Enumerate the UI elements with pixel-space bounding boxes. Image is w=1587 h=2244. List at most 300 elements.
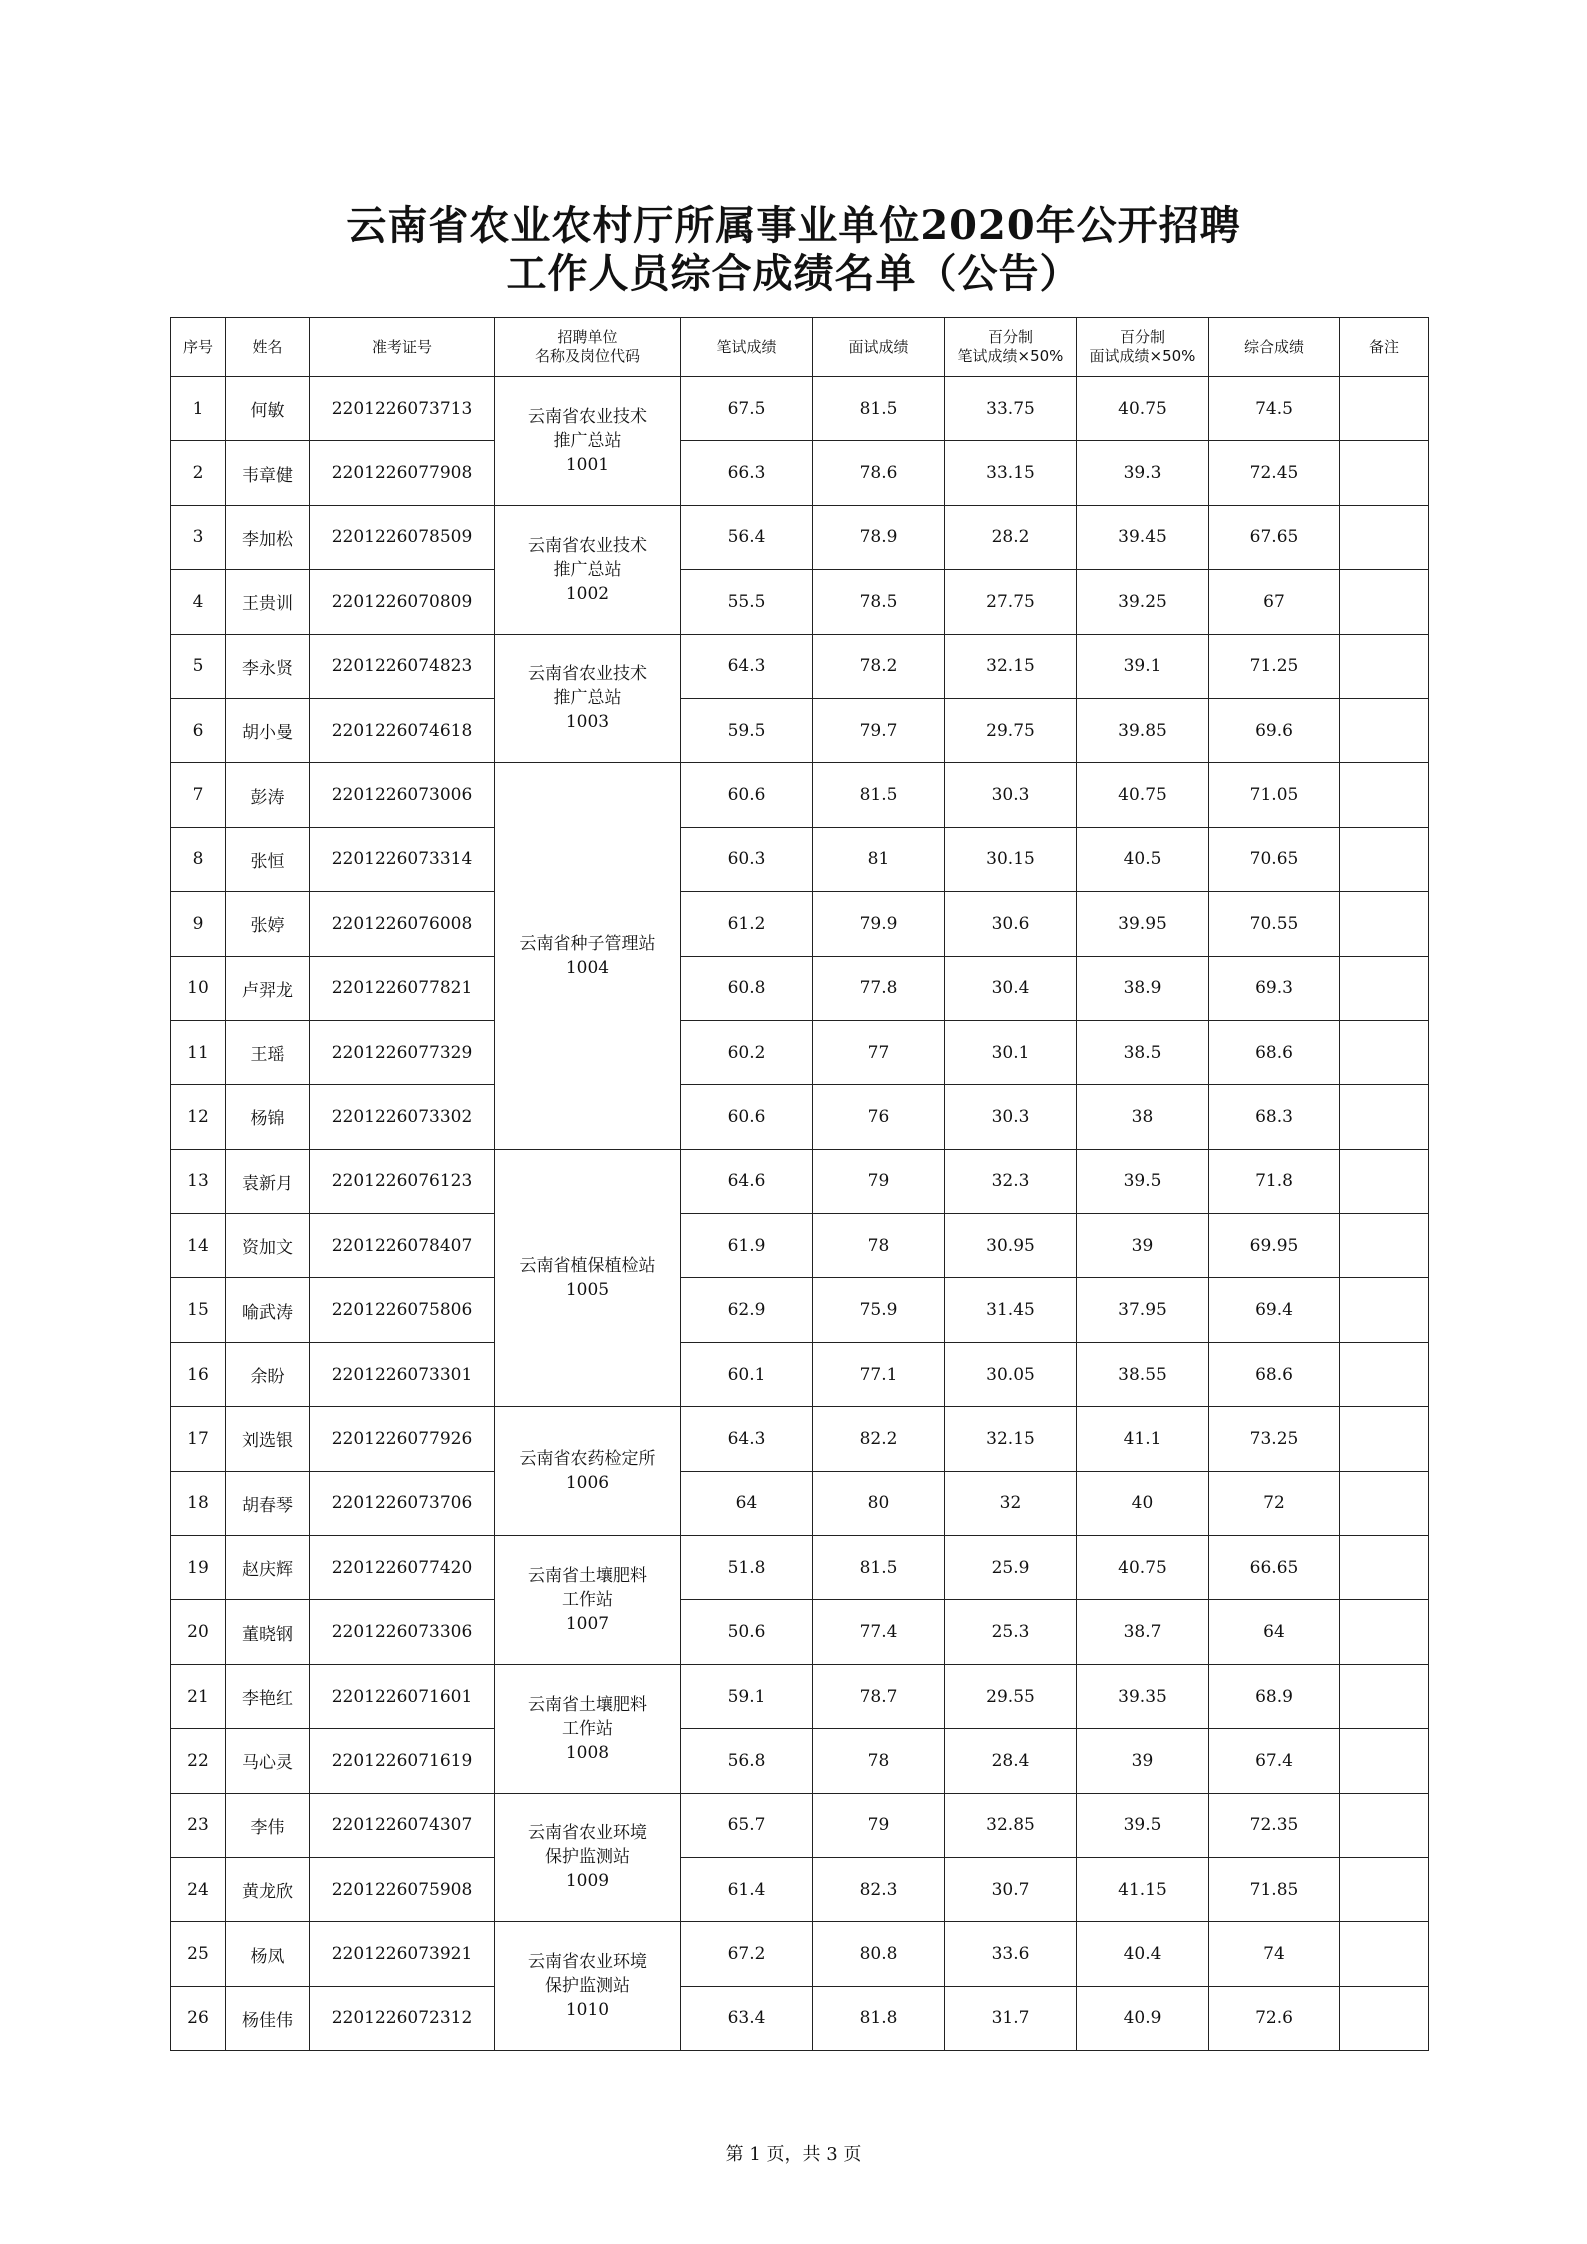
cell-pct-written: 25.9 (945, 1536, 1077, 1600)
cell-seq: 3 (171, 505, 226, 569)
cell-name: 李伟 (226, 1793, 310, 1857)
cell-pct-interview: 39.5 (1077, 1149, 1209, 1213)
cell-total: 64 (1209, 1600, 1340, 1664)
cell-name: 王瑶 (226, 1020, 310, 1084)
cell-exam-id: 2201226074823 (310, 634, 495, 698)
cell-interview: 82.3 (813, 1857, 945, 1921)
cell-remark (1340, 441, 1429, 505)
cell-remark (1340, 1664, 1429, 1728)
cell-pct-written: 27.75 (945, 570, 1077, 634)
cell-exam-id: 2201226073302 (310, 1085, 495, 1149)
cell-exam-id: 2201226073306 (310, 1600, 495, 1664)
cell-remark (1340, 634, 1429, 698)
table-row (171, 698, 1429, 762)
cell-total: 68.9 (1209, 1664, 1340, 1728)
cell-total: 68.3 (1209, 1085, 1340, 1149)
cell-pct-interview: 39 (1077, 1214, 1209, 1278)
cell-remark (1340, 1793, 1429, 1857)
cell-unit (495, 1664, 681, 1793)
cell-total: 72.6 (1209, 1986, 1340, 2050)
cell-pct-written: 32.15 (945, 634, 1077, 698)
cell-remark (1340, 1085, 1429, 1149)
cell-seq: 18 (171, 1471, 226, 1535)
header-pct-written (945, 318, 1077, 377)
cell-total: 69.95 (1209, 1214, 1340, 1278)
cell-pct-written: 28.2 (945, 505, 1077, 569)
results-table (170, 317, 1429, 2051)
table-row (171, 634, 1429, 698)
cell-unit (495, 1793, 681, 1922)
cell-exam-id: 2201226074307 (310, 1793, 495, 1857)
cell-total: 71.8 (1209, 1149, 1340, 1213)
cell-pct-written: 33.6 (945, 1922, 1077, 1986)
cell-unit-line: 云南省农业环境 (528, 1823, 647, 1844)
cell-unit-line: 云南省农药检定所 (519, 1449, 656, 1470)
cell-written: 56.8 (681, 1729, 813, 1793)
cell-unit-line: 工作站 (562, 1718, 613, 1739)
cell-pct-interview: 40.75 (1077, 763, 1209, 827)
cell-name: 余盼 (226, 1342, 310, 1406)
table-row (171, 1857, 1429, 1921)
cell-interview: 77.8 (813, 956, 945, 1020)
cell-seq: 25 (171, 1922, 226, 1986)
cell-interview: 78.6 (813, 441, 945, 505)
cell-unit-line: 1003 (565, 712, 610, 733)
cell-exam-id: 2201226073314 (310, 827, 495, 891)
cell-total: 66.65 (1209, 1536, 1340, 1600)
cell-pct-written: 25.3 (945, 1600, 1077, 1664)
cell-exam-id: 2201226073301 (310, 1342, 495, 1406)
header-written: 笔试成绩 (681, 318, 813, 377)
cell-interview: 80 (813, 1471, 945, 1535)
cell-seq: 8 (171, 827, 226, 891)
cell-unit-line: 云南省植保植检站 (519, 1255, 656, 1276)
cell-pct-interview: 40.4 (1077, 1922, 1209, 1986)
table-row (171, 1278, 1429, 1342)
cell-name: 卢羿龙 (226, 956, 310, 1020)
cell-written: 60.2 (681, 1020, 813, 1084)
cell-exam-id: 2201226077420 (310, 1536, 495, 1600)
cell-unit-line: 推广总站 (553, 559, 622, 580)
cell-exam-id: 2201226075908 (310, 1857, 495, 1921)
header-exam-id: 准考证号 (310, 318, 495, 377)
cell-written: 60.6 (681, 1085, 813, 1149)
cell-exam-id: 2201226074618 (310, 698, 495, 762)
cell-written: 60.3 (681, 827, 813, 891)
cell-remark (1340, 570, 1429, 634)
cell-remark (1340, 1407, 1429, 1471)
cell-seq: 9 (171, 892, 226, 956)
table-row (171, 1986, 1429, 2050)
cell-interview: 79.9 (813, 892, 945, 956)
cell-interview: 81.5 (813, 1536, 945, 1600)
cell-written: 51.8 (681, 1536, 813, 1600)
cell-seq: 4 (171, 570, 226, 634)
cell-interview: 80.8 (813, 1922, 945, 1986)
cell-unit-line: 云南省农业技术 (528, 406, 647, 427)
cell-pct-written: 32.3 (945, 1149, 1077, 1213)
cell-interview: 78 (813, 1729, 945, 1793)
cell-remark (1340, 1020, 1429, 1084)
cell-unit-line: 云南省农业环境 (528, 1952, 647, 1973)
cell-pct-interview: 41.15 (1077, 1857, 1209, 1921)
cell-remark (1340, 1857, 1429, 1921)
cell-seq: 17 (171, 1407, 226, 1471)
cell-total: 68.6 (1209, 1020, 1340, 1084)
cell-written: 66.3 (681, 441, 813, 505)
cell-pct-interview: 39.45 (1077, 505, 1209, 569)
cell-pct-written: 33.15 (945, 441, 1077, 505)
cell-total: 71.05 (1209, 763, 1340, 827)
cell-total: 69.4 (1209, 1278, 1340, 1342)
table-row (171, 377, 1429, 441)
cell-interview: 77 (813, 1020, 945, 1084)
cell-total: 69.6 (1209, 698, 1340, 762)
table-row (171, 1149, 1429, 1213)
cell-written: 67.2 (681, 1922, 813, 1986)
cell-exam-id: 2201226075806 (310, 1278, 495, 1342)
cell-pct-written: 29.75 (945, 698, 1077, 762)
table-body (171, 377, 1429, 2051)
cell-pct-interview: 39.3 (1077, 441, 1209, 505)
cell-total: 72.45 (1209, 441, 1340, 505)
cell-written: 63.4 (681, 1986, 813, 2050)
cell-interview: 81.5 (813, 377, 945, 441)
cell-written: 55.5 (681, 570, 813, 634)
cell-pct-interview: 39.5 (1077, 1793, 1209, 1857)
header-pct-written-line-2: 笔试成绩×50% (957, 347, 1064, 365)
cell-pct-interview: 39.85 (1077, 698, 1209, 762)
cell-remark (1340, 1729, 1429, 1793)
cell-exam-id: 2201226073713 (310, 377, 495, 441)
cell-pct-interview: 40.5 (1077, 827, 1209, 891)
table-row (171, 441, 1429, 505)
cell-written: 56.4 (681, 505, 813, 569)
cell-interview: 78 (813, 1214, 945, 1278)
cell-written: 59.1 (681, 1664, 813, 1728)
cell-unit-line: 1008 (565, 1742, 610, 1763)
cell-seq: 20 (171, 1600, 226, 1664)
cell-unit-line: 1004 (565, 958, 610, 979)
cell-unit (495, 1536, 681, 1665)
table-row (171, 956, 1429, 1020)
page-footer: 第 1 页，共 3 页 (725, 2144, 862, 2165)
cell-written: 60.6 (681, 763, 813, 827)
cell-seq: 16 (171, 1342, 226, 1406)
cell-pct-interview: 40.75 (1077, 377, 1209, 441)
cell-written: 62.9 (681, 1278, 813, 1342)
cell-name: 董晓钢 (226, 1600, 310, 1664)
cell-total: 67.4 (1209, 1729, 1340, 1793)
cell-pct-interview: 38.5 (1077, 1020, 1209, 1084)
cell-pct-interview: 38.7 (1077, 1600, 1209, 1664)
table-row (171, 1342, 1429, 1406)
cell-pct-written: 30.15 (945, 827, 1077, 891)
cell-name: 李艳红 (226, 1664, 310, 1728)
cell-name: 王贵训 (226, 570, 310, 634)
header-remark: 备注 (1340, 318, 1429, 377)
cell-interview: 81 (813, 827, 945, 891)
cell-seq: 2 (171, 441, 226, 505)
cell-written: 61.2 (681, 892, 813, 956)
cell-total: 69.3 (1209, 956, 1340, 1020)
cell-pct-interview: 39.35 (1077, 1664, 1209, 1728)
cell-interview: 79 (813, 1149, 945, 1213)
cell-written: 64.3 (681, 634, 813, 698)
table-row (171, 570, 1429, 634)
header-pct-interview (1077, 318, 1209, 377)
cell-exam-id: 2201226073706 (310, 1471, 495, 1535)
cell-pct-interview: 40 (1077, 1471, 1209, 1535)
cell-seq: 24 (171, 1857, 226, 1921)
cell-unit-line: 1010 (565, 2000, 610, 2021)
cell-unit-line: 云南省农业技术 (528, 664, 647, 685)
table-row (171, 1471, 1429, 1535)
cell-seq: 13 (171, 1149, 226, 1213)
cell-exam-id: 2201226077821 (310, 956, 495, 1020)
cell-exam-id: 2201226078407 (310, 1214, 495, 1278)
cell-total: 70.55 (1209, 892, 1340, 956)
cell-unit-line: 工作站 (562, 1589, 613, 1610)
table-row (171, 1536, 1429, 1600)
cell-remark (1340, 1149, 1429, 1213)
cell-pct-written: 33.75 (945, 377, 1077, 441)
cell-pct-interview: 41.1 (1077, 1407, 1209, 1471)
table-row (171, 1664, 1429, 1728)
table-row (171, 1600, 1429, 1664)
table-row (171, 892, 1429, 956)
cell-seq: 14 (171, 1214, 226, 1278)
cell-total: 74 (1209, 1922, 1340, 1986)
cell-exam-id: 2201226076123 (310, 1149, 495, 1213)
cell-unit (495, 377, 681, 506)
cell-written: 61.4 (681, 1857, 813, 1921)
cell-written: 60.8 (681, 956, 813, 1020)
cell-remark (1340, 505, 1429, 569)
cell-name: 喻武涛 (226, 1278, 310, 1342)
cell-pct-written: 32.15 (945, 1407, 1077, 1471)
cell-pct-interview: 39 (1077, 1729, 1209, 1793)
cell-pct-interview: 38 (1077, 1085, 1209, 1149)
cell-exam-id: 2201226071619 (310, 1729, 495, 1793)
cell-remark (1340, 1342, 1429, 1406)
cell-name: 杨佳伟 (226, 1986, 310, 2050)
cell-pct-interview: 38.55 (1077, 1342, 1209, 1406)
cell-interview: 75.9 (813, 1278, 945, 1342)
cell-seq: 6 (171, 698, 226, 762)
cell-total: 72 (1209, 1471, 1340, 1535)
cell-seq: 26 (171, 1986, 226, 2050)
cell-interview: 79 (813, 1793, 945, 1857)
document-title-line-2: 工作人员综合成绩名单（公告） (506, 250, 1081, 297)
cell-unit (495, 505, 681, 634)
header-pct-written-line-1: 百分制 (987, 328, 1033, 346)
cell-unit-line: 云南省土壤肥料 (528, 1565, 647, 1586)
cell-unit-line: 云南省农业技术 (528, 535, 647, 556)
cell-remark (1340, 698, 1429, 762)
cell-interview: 79.7 (813, 698, 945, 762)
cell-unit-line: 保护监测站 (545, 1976, 630, 1997)
cell-remark (1340, 827, 1429, 891)
cell-seq: 19 (171, 1536, 226, 1600)
cell-written: 60.1 (681, 1342, 813, 1406)
table-row (171, 1214, 1429, 1278)
cell-name: 韦章健 (226, 441, 310, 505)
cell-name: 杨凤 (226, 1922, 310, 1986)
cell-seq: 5 (171, 634, 226, 698)
cell-unit (495, 1922, 681, 2051)
cell-total: 73.25 (1209, 1407, 1340, 1471)
cell-pct-interview: 39.25 (1077, 570, 1209, 634)
cell-remark (1340, 1214, 1429, 1278)
cell-pct-interview: 38.9 (1077, 956, 1209, 1020)
cell-unit (495, 763, 681, 1149)
cell-written: 61.9 (681, 1214, 813, 1278)
cell-pct-written: 32.85 (945, 1793, 1077, 1857)
cell-name: 黄龙欣 (226, 1857, 310, 1921)
table-row (171, 1922, 1429, 1986)
cell-seq: 7 (171, 763, 226, 827)
cell-pct-written: 32 (945, 1471, 1077, 1535)
cell-interview: 78.5 (813, 570, 945, 634)
cell-seq: 22 (171, 1729, 226, 1793)
table-row (171, 1085, 1429, 1149)
cell-unit-line: 推广总站 (553, 688, 622, 709)
header-seq: 序号 (171, 318, 226, 377)
cell-name: 张恒 (226, 827, 310, 891)
cell-remark (1340, 892, 1429, 956)
cell-seq: 23 (171, 1793, 226, 1857)
cell-remark (1340, 1471, 1429, 1535)
cell-unit (495, 634, 681, 763)
cell-remark (1340, 1600, 1429, 1664)
cell-total: 74.5 (1209, 377, 1340, 441)
cell-seq: 21 (171, 1664, 226, 1728)
cell-exam-id: 2201226076008 (310, 892, 495, 956)
cell-total: 67 (1209, 570, 1340, 634)
cell-interview: 78.7 (813, 1664, 945, 1728)
cell-seq: 15 (171, 1278, 226, 1342)
cell-pct-written: 30.05 (945, 1342, 1077, 1406)
cell-unit-line: 云南省土壤肥料 (528, 1694, 647, 1715)
header-unit (495, 318, 681, 377)
cell-unit-line: 云南省种子管理站 (519, 934, 656, 955)
header-pct-interview-line-1: 百分制 (1119, 328, 1165, 346)
cell-unit-line: 保护监测站 (545, 1847, 630, 1868)
cell-total: 72.35 (1209, 1793, 1340, 1857)
cell-seq: 10 (171, 956, 226, 1020)
cell-pct-interview: 39.1 (1077, 634, 1209, 698)
cell-pct-written: 30.7 (945, 1857, 1077, 1921)
cell-interview: 82.2 (813, 1407, 945, 1471)
cell-exam-id: 2201226071601 (310, 1664, 495, 1728)
cell-unit (495, 1407, 681, 1536)
cell-total: 67.65 (1209, 505, 1340, 569)
cell-unit (495, 1149, 681, 1407)
header-unit-line-2: 名称及岗位代码 (534, 347, 640, 365)
cell-interview: 81.5 (813, 763, 945, 827)
cell-remark (1340, 1922, 1429, 1986)
cell-pct-written: 29.55 (945, 1664, 1077, 1728)
cell-name: 袁新月 (226, 1149, 310, 1213)
cell-interview: 78.2 (813, 634, 945, 698)
cell-name: 胡小曼 (226, 698, 310, 762)
table-row (171, 505, 1429, 569)
cell-pct-interview: 37.95 (1077, 1278, 1209, 1342)
cell-pct-written: 30.6 (945, 892, 1077, 956)
cell-pct-written: 31.7 (945, 1986, 1077, 2050)
cell-name: 杨锦 (226, 1085, 310, 1149)
cell-pct-written: 30.1 (945, 1020, 1077, 1084)
cell-exam-id: 2201226073921 (310, 1922, 495, 1986)
cell-written: 64.6 (681, 1149, 813, 1213)
cell-exam-id: 2201226070809 (310, 570, 495, 634)
cell-pct-written: 30.95 (945, 1214, 1077, 1278)
cell-written: 50.6 (681, 1600, 813, 1664)
cell-pct-written: 30.3 (945, 1085, 1077, 1149)
header-pct-interview-line-2: 面试成绩×50% (1089, 347, 1196, 365)
cell-pct-interview: 40.75 (1077, 1536, 1209, 1600)
cell-exam-id: 2201226077329 (310, 1020, 495, 1084)
header-interview: 面试成绩 (813, 318, 945, 377)
cell-remark (1340, 1986, 1429, 2050)
cell-written: 64.3 (681, 1407, 813, 1471)
cell-pct-interview: 39.95 (1077, 892, 1209, 956)
cell-exam-id: 2201226078509 (310, 505, 495, 569)
table-row (171, 1729, 1429, 1793)
cell-name: 李永贤 (226, 634, 310, 698)
cell-seq: 1 (171, 377, 226, 441)
cell-total: 71.85 (1209, 1857, 1340, 1921)
cell-written: 64 (681, 1471, 813, 1535)
cell-unit-line: 推广总站 (553, 430, 622, 451)
cell-name: 张婷 (226, 892, 310, 956)
table-header-row (171, 318, 1429, 377)
cell-remark (1340, 1536, 1429, 1600)
cell-name: 彭涛 (226, 763, 310, 827)
cell-total: 70.65 (1209, 827, 1340, 891)
cell-written: 67.5 (681, 377, 813, 441)
cell-interview: 77.4 (813, 1600, 945, 1664)
cell-exam-id: 2201226073006 (310, 763, 495, 827)
cell-total: 71.25 (1209, 634, 1340, 698)
cell-unit-line: 1001 (565, 454, 610, 475)
cell-unit-line: 1007 (565, 1613, 610, 1634)
cell-name: 资加文 (226, 1214, 310, 1278)
header-total: 综合成绩 (1209, 318, 1340, 377)
table-row (171, 1793, 1429, 1857)
table-row (171, 1407, 1429, 1471)
cell-pct-written: 31.45 (945, 1278, 1077, 1342)
cell-interview: 81.8 (813, 1986, 945, 2050)
cell-name: 赵庆辉 (226, 1536, 310, 1600)
cell-interview: 77.1 (813, 1342, 945, 1406)
cell-seq: 12 (171, 1085, 226, 1149)
cell-exam-id: 2201226072312 (310, 1986, 495, 2050)
table-row (171, 763, 1429, 827)
header-name: 姓名 (226, 318, 310, 377)
cell-pct-written: 30.3 (945, 763, 1077, 827)
cell-remark (1340, 763, 1429, 827)
cell-remark (1340, 1278, 1429, 1342)
cell-seq: 11 (171, 1020, 226, 1084)
cell-unit-line: 1005 (565, 1279, 610, 1300)
cell-unit-line: 1002 (565, 583, 610, 604)
cell-remark (1340, 377, 1429, 441)
cell-name: 刘选银 (226, 1407, 310, 1471)
cell-pct-written: 30.4 (945, 956, 1077, 1020)
document-title-line-1: 云南省农业农村厅所属事业单位2020年公开招聘 (346, 202, 1241, 249)
